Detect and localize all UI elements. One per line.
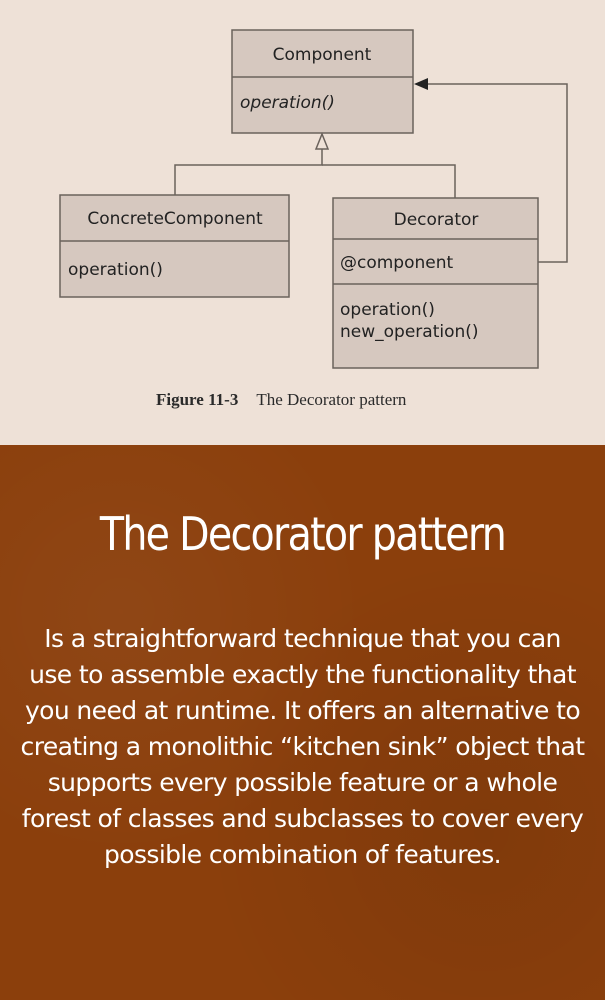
component-class xyxy=(232,30,413,133)
figure-caption xyxy=(156,390,406,410)
panel-title: The Decorator pattern xyxy=(99,507,506,561)
decorator-name: Decorator xyxy=(393,210,479,230)
uml-diagram xyxy=(0,0,605,445)
uml-figure xyxy=(0,0,605,445)
component-operation: operation() xyxy=(240,93,335,113)
concrete-component-class xyxy=(60,195,289,297)
figure-caption-text: The Decorator pattern xyxy=(256,390,407,409)
decorator-new-operation: new_operation() xyxy=(340,322,479,342)
panel-body: Is a straightforward technique that you can use to assemble exactly the functionality that you need at runtime. It offers an alternative to creating a monolithic “kitchen sink” object that supports every possible feature or a whole forest of classes and subclasses to cover every possible combination of features. xyxy=(20,624,585,869)
component-name: Component xyxy=(272,45,372,65)
inheritance-connector xyxy=(175,134,455,198)
concrete-component-name: ConcreteComponent xyxy=(87,209,263,229)
decorator-attribute: @component xyxy=(340,253,454,273)
decorator-class xyxy=(333,198,538,368)
concrete-component-operation: operation() xyxy=(68,260,163,280)
description-panel xyxy=(0,445,605,1000)
decorator-operation: operation() xyxy=(340,300,435,320)
figure-number: Figure 11-3 xyxy=(156,390,239,409)
